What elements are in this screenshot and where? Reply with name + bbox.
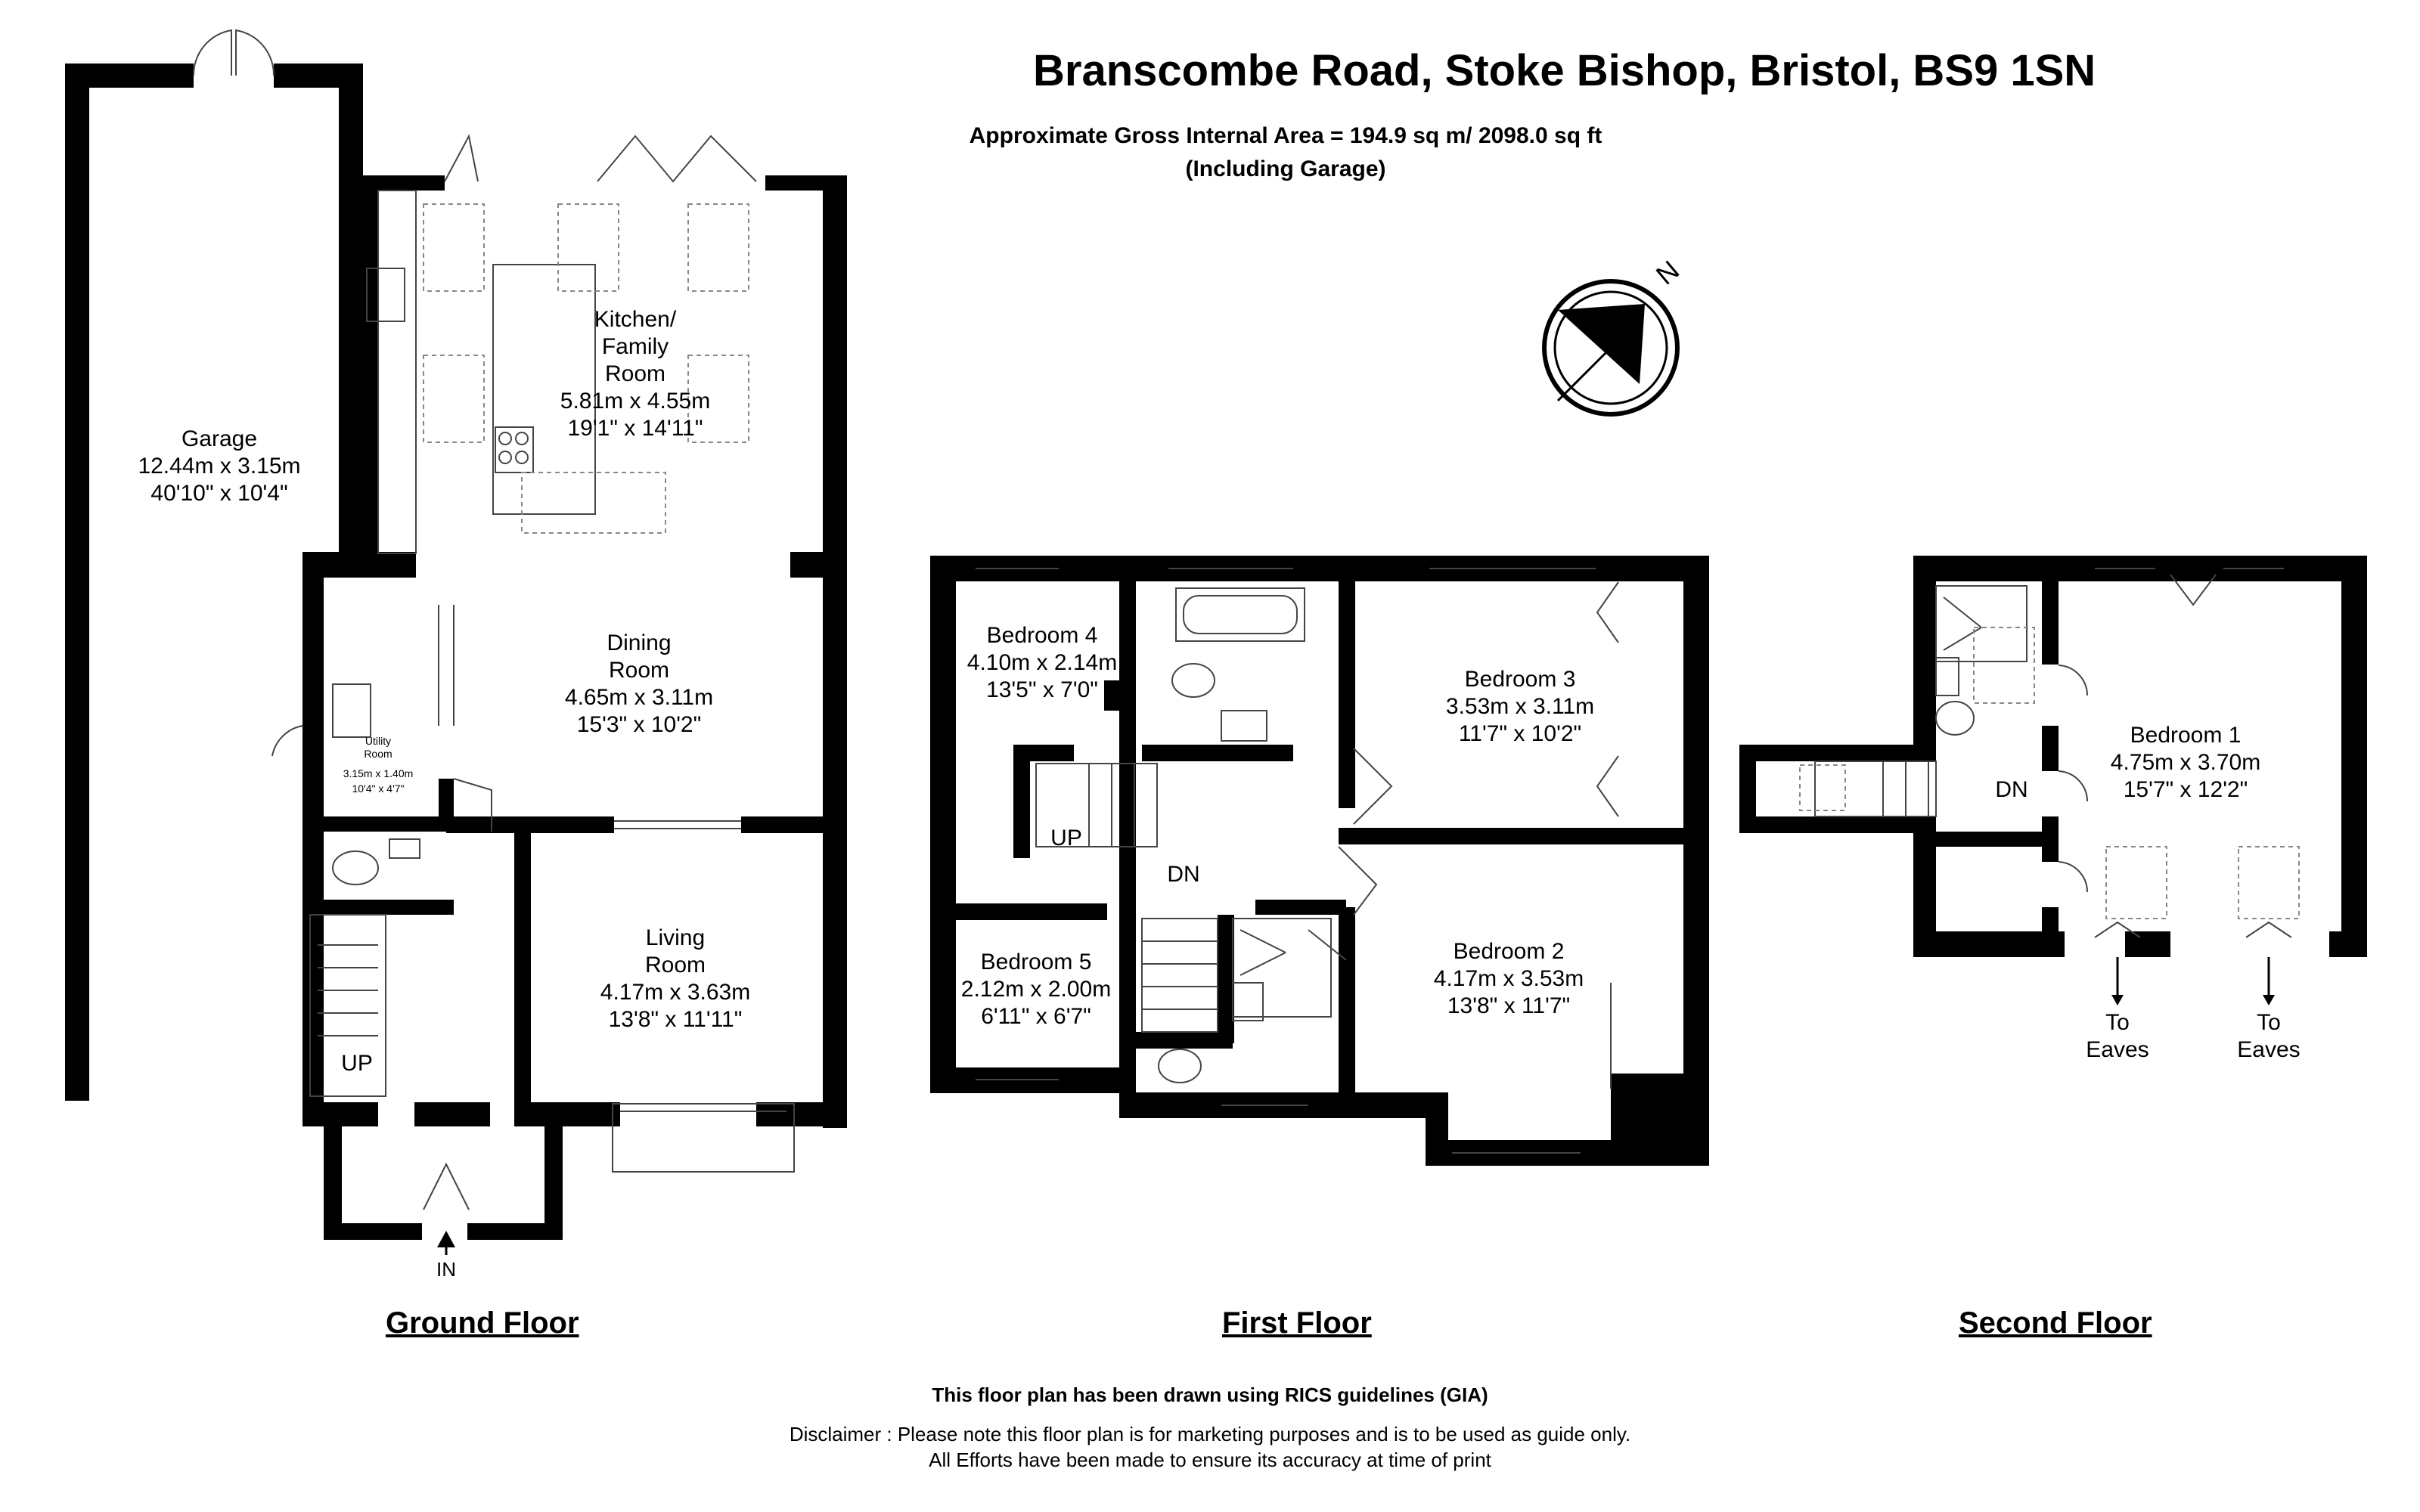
ground-floor-plan — [65, 30, 847, 1255]
bedroom1-imperial: 15'7" x 12'2" — [2123, 777, 2248, 802]
first-stairs-up-label: UP — [1050, 826, 1082, 850]
bedroom5-imperial: 6'11" x 6'7" — [981, 1004, 1091, 1029]
property-address-title: Branscombe Road, Stoke Bishop, Bristol, BS9 1SN — [1033, 46, 2096, 95]
area-note: (Including Garage) — [1185, 156, 1386, 181]
bedroom1-label — [2111, 723, 2260, 802]
first-floor-label: First Floor — [1222, 1306, 1372, 1340]
eaves-label-left — [2086, 1010, 2149, 1062]
eaves-right-line-1: To — [2257, 1010, 2281, 1035]
living-imperial: 13'8" x 11'11" — [608, 1007, 743, 1032]
dining-name-2: Room — [608, 658, 670, 683]
dining-name-1: Dining — [607, 631, 672, 655]
kitchen-name-2: Family — [601, 334, 669, 359]
utility-name-1: Utility — [365, 735, 392, 747]
bedroom2-name: Bedroom 2 — [1453, 939, 1565, 964]
eaves-left-line-1: To — [2105, 1010, 2130, 1035]
dining-label — [565, 631, 713, 737]
bedroom3-label — [1446, 667, 1594, 746]
utility-metric: 3.15m x 1.40m — [343, 767, 414, 779]
kitchen-name-1: Kitchen/ — [594, 307, 677, 332]
bedroom3-name: Bedroom 3 — [1464, 667, 1576, 692]
bedroom3-imperial: 11'7" x 10'2" — [1458, 721, 1582, 746]
second-floor-plan — [1739, 556, 2367, 1005]
kitchen-metric: 5.81m x 4.55m — [560, 389, 711, 414]
bedroom4-name: Bedroom 4 — [986, 623, 1098, 648]
kitchen-name-3: Room — [604, 361, 666, 386]
bedroom5-metric: 2.12m x 2.00m — [960, 977, 1112, 1002]
bedroom2-metric: 4.17m x 3.53m — [1433, 966, 1584, 991]
bedroom3-metric: 3.53m x 3.11m — [1445, 694, 1595, 719]
dining-metric: 4.65m x 3.11m — [564, 685, 714, 710]
dining-imperial: 15'3" x 10'2" — [576, 712, 702, 737]
eaves-label-right — [2237, 1010, 2300, 1062]
garage-metric: 12.44m x 3.15m — [138, 454, 301, 479]
bedroom4-label — [967, 623, 1117, 702]
utility-label — [343, 735, 414, 795]
compass-north-label: N — [1649, 254, 1686, 291]
rics-note: This floor plan has been drawn using RICS guidelines (GIA) — [932, 1383, 1488, 1406]
bedroom1-name: Bedroom 1 — [2130, 723, 2242, 748]
first-stairs-down-label: DN — [1167, 862, 1200, 887]
garage-imperial: 40'10" x 10'4" — [150, 481, 288, 506]
utility-name-2: Room — [364, 748, 392, 760]
ground-stairs-up-label: UP — [341, 1051, 373, 1076]
second-stairs-down-label: DN — [1995, 777, 2028, 802]
entrance-label: IN — [436, 1258, 456, 1281]
bedroom5-label — [961, 950, 1111, 1029]
second-floor-label: Second Floor — [1959, 1306, 2152, 1340]
disclaimer-line-1: Disclaimer : Please note this floor plan is for marketing purposes and is to be used as guide only. — [789, 1423, 1631, 1445]
bedroom1-metric: 4.75m x 3.70m — [2110, 750, 2261, 775]
gross-internal-area: Approximate Gross Internal Area = 194.9 sq m/ 2098.0 sq ft — [969, 123, 1602, 148]
kitchen-imperial: 19'1" x 14'11" — [567, 416, 703, 441]
disclaimer-line-2: All Efforts have been made to ensure its accuracy at time of print — [929, 1448, 1491, 1471]
eaves-right-line-2: Eaves — [2237, 1037, 2301, 1062]
living-name-1: Living — [645, 925, 706, 950]
garage-label — [138, 426, 300, 506]
bedroom2-label — [1434, 939, 1584, 1018]
living-metric: 4.17m x 3.63m — [600, 980, 751, 1005]
utility-imperial: 10'4" x 4'7" — [352, 782, 405, 795]
ground-floor-label: Ground Floor — [386, 1306, 579, 1340]
bedroom5-name: Bedroom 5 — [980, 950, 1092, 974]
eaves-left-line-2: Eaves — [2086, 1037, 2149, 1062]
living-name-2: Room — [644, 953, 706, 978]
bedroom2-imperial: 13'8" x 11'7" — [1447, 993, 1571, 1018]
compass-icon — [1544, 254, 1685, 414]
bedroom4-metric: 4.10m x 2.14m — [966, 650, 1118, 675]
bedroom4-imperial: 13'5" x 7'0" — [986, 677, 1098, 702]
living-label — [600, 925, 750, 1032]
garage-name: Garage — [181, 426, 258, 451]
